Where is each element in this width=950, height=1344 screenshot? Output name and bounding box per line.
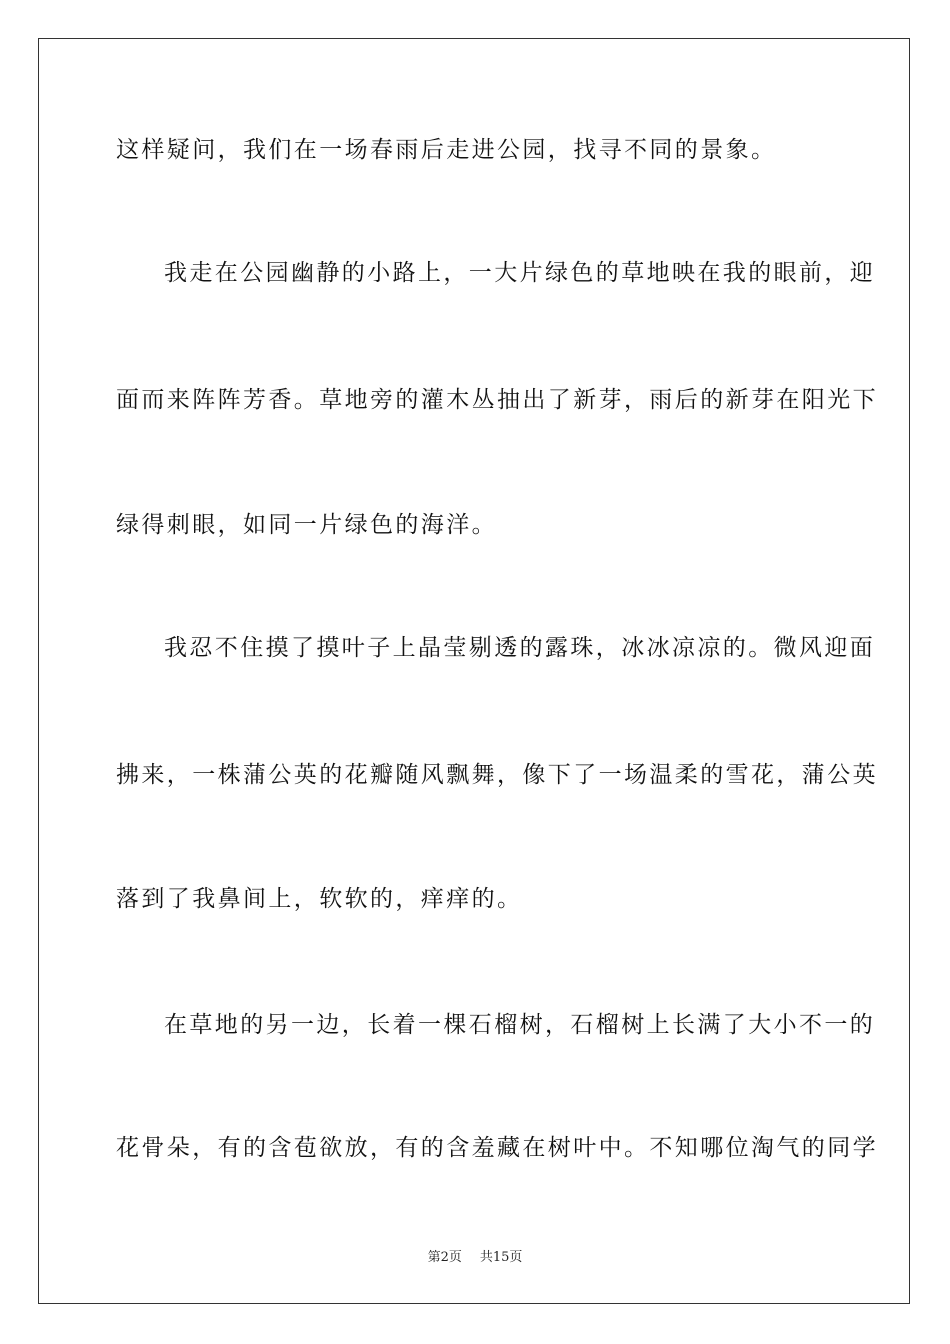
paragraph-first-line: 在草地的另一边，长着一棵石榴树，石榴树上长满了大小不一的 — [164, 1012, 876, 1038]
text-line: 落到了我鼻间上，软软的，痒痒的。 — [116, 886, 523, 912]
paragraph-first-line: 我走在公园幽静的小路上，一大片绿色的草地映在我的眼前，迎 — [164, 260, 876, 286]
page-total: 共15页 — [479, 1250, 523, 1265]
text-line: 花骨朵，有的含苞欲放，有的含羞藏在树叶中。不知哪位淘气的同学 — [116, 1135, 878, 1161]
text-line: 面而来阵阵芳香。草地旁的灌木丛抽出了新芽，雨后的新芽在阳光下 — [116, 387, 878, 413]
text-line: 绿得刺眼，如同一片绿色的海洋。 — [116, 512, 497, 538]
paragraph-first-line: 我忍不住摸了摸叶子上晶莹剔透的露珠，冰冰凉凉的。微风迎面 — [164, 635, 876, 661]
text-line: 拂来，一株蒲公英的花瓣随风飘舞，像下了一场温柔的雪花，蒲公英 — [116, 762, 878, 788]
page-footer — [0, 1246, 950, 1265]
text-line: 这样疑问，我们在一场春雨后走进公园，找寻不同的景象。 — [116, 137, 777, 163]
page-border — [38, 38, 910, 1304]
page-number: 第2页 — [427, 1250, 462, 1265]
